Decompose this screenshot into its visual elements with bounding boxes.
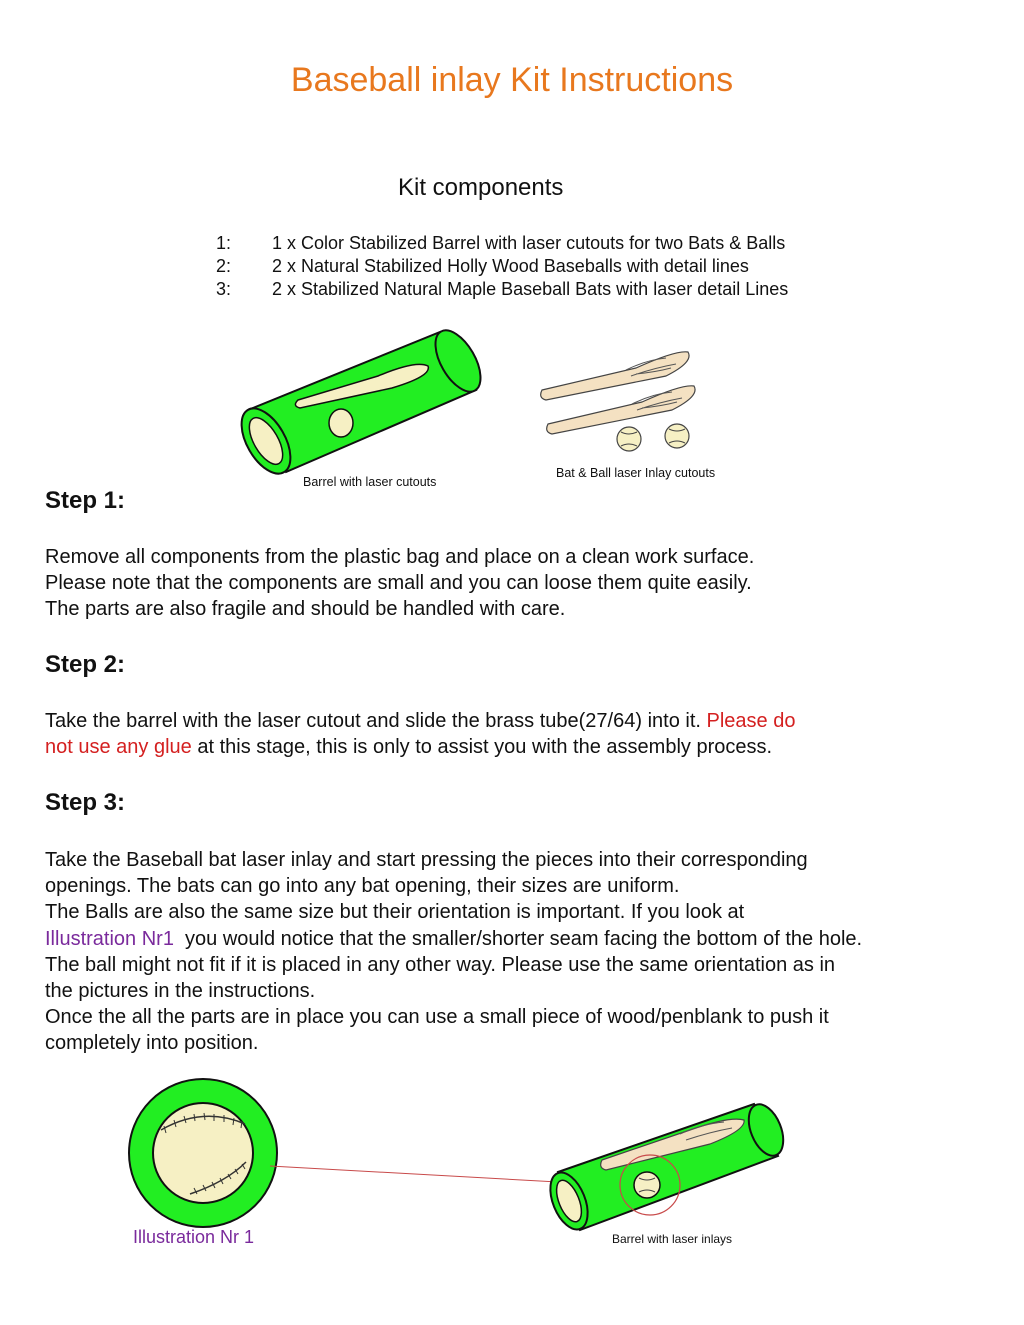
kit-components-heading: Kit components xyxy=(398,174,564,201)
step-text-line: The Balls are also the same size but their orientation is important. If you look at xyxy=(45,901,745,924)
step-2-plain-text: Take the barrel with the laser cutout and slide the brass tube(27/64) into it. xyxy=(45,710,707,732)
barrel-inlays-caption: Barrel with laser inlays xyxy=(612,1232,733,1246)
step-text-line xyxy=(45,734,1020,760)
step-2-plain-text: at this stage, this is only to assist you with the assembly process. xyxy=(191,736,773,759)
step-2-heading: Step 2: xyxy=(45,651,126,678)
page-title: Baseball inlay Kit Instructions xyxy=(290,61,734,99)
step-2-text xyxy=(45,708,1020,760)
bat-ball-inlay-figure xyxy=(536,342,716,462)
illustration-closeup-figure xyxy=(128,1078,288,1238)
step-text-line: Remove all components from the plastic bag and place on a clean work surface. xyxy=(45,546,755,568)
step-text-line: The ball might not fit if it is placed in any other way. Please use the same orientation as in xyxy=(45,953,836,976)
step-3-plain-text: you would notice that the smaller/shorter seam facing the bottom of the hole. xyxy=(173,927,863,950)
ball-inlay-shape xyxy=(665,424,689,448)
step-3-heading: Step 3: xyxy=(45,789,126,816)
step-2-warning-text: Please do xyxy=(706,710,796,732)
step-text-line: openings. The bats can go into any bat opening, their sizes are uniform. xyxy=(45,875,680,898)
step-text-line: Take the Baseball bat laser inlay and start pressing the pieces into their corresponding xyxy=(45,849,808,871)
kit-item-number: 1: xyxy=(216,233,232,253)
kit-item xyxy=(216,255,788,278)
kit-item-text: 1 x Color Stabilized Barrel with laser cutouts for two Bats & Balls xyxy=(272,233,786,253)
step-text-line xyxy=(45,926,1020,952)
ball-cutout-shape xyxy=(329,409,353,437)
kit-item-number: 3: xyxy=(216,279,232,299)
step-1-text xyxy=(45,544,1020,623)
kit-item-number: 2: xyxy=(216,256,232,276)
step-3-text xyxy=(45,847,1020,1057)
barrel-cutouts-figure xyxy=(228,322,488,482)
step-text-line xyxy=(45,708,1020,734)
step-1-heading: Step 1: xyxy=(45,487,126,514)
kit-components-list xyxy=(216,232,788,301)
step-text-line: completely into position. xyxy=(45,1032,259,1055)
kit-item xyxy=(216,278,788,301)
step-text-line: the pictures in the instructions. xyxy=(45,980,316,1003)
illustration-caption: Illustration Nr 1 xyxy=(133,1227,255,1247)
illustration-reference-link[interactable]: Illustration Nr1 xyxy=(45,927,174,950)
kit-item-text: 2 x Natural Stabilized Holly Wood Baseballs with detail lines xyxy=(272,256,749,276)
bat-ball-inlay-caption: Bat & Ball laser Inlay cutouts xyxy=(556,466,716,480)
barrel-inlays-figure xyxy=(540,1090,790,1240)
ball-inlay-shape xyxy=(634,1172,660,1198)
kit-item xyxy=(216,232,788,255)
step-text-line: Once the all the parts are in place you can use a small piece of wood/penblank to push it xyxy=(45,1006,829,1029)
ball-closeup-shape xyxy=(153,1103,253,1203)
step-2-warning-text: not use any glue xyxy=(45,736,192,759)
step-text-line: Please note that the components are small and you can loose them quite easily. xyxy=(45,572,752,595)
kit-item-text: 2 x Stabilized Natural Maple Baseball Bats with laser detail Lines xyxy=(272,279,789,299)
step-text-line: The parts are also fragile and should be handled with care. xyxy=(45,598,566,621)
barrel-cutouts-caption: Barrel with laser cutouts xyxy=(303,475,437,489)
barrel-body-shape xyxy=(232,323,490,482)
barrel-body-shape xyxy=(543,1099,790,1234)
ball-inlay-shape xyxy=(617,427,641,451)
